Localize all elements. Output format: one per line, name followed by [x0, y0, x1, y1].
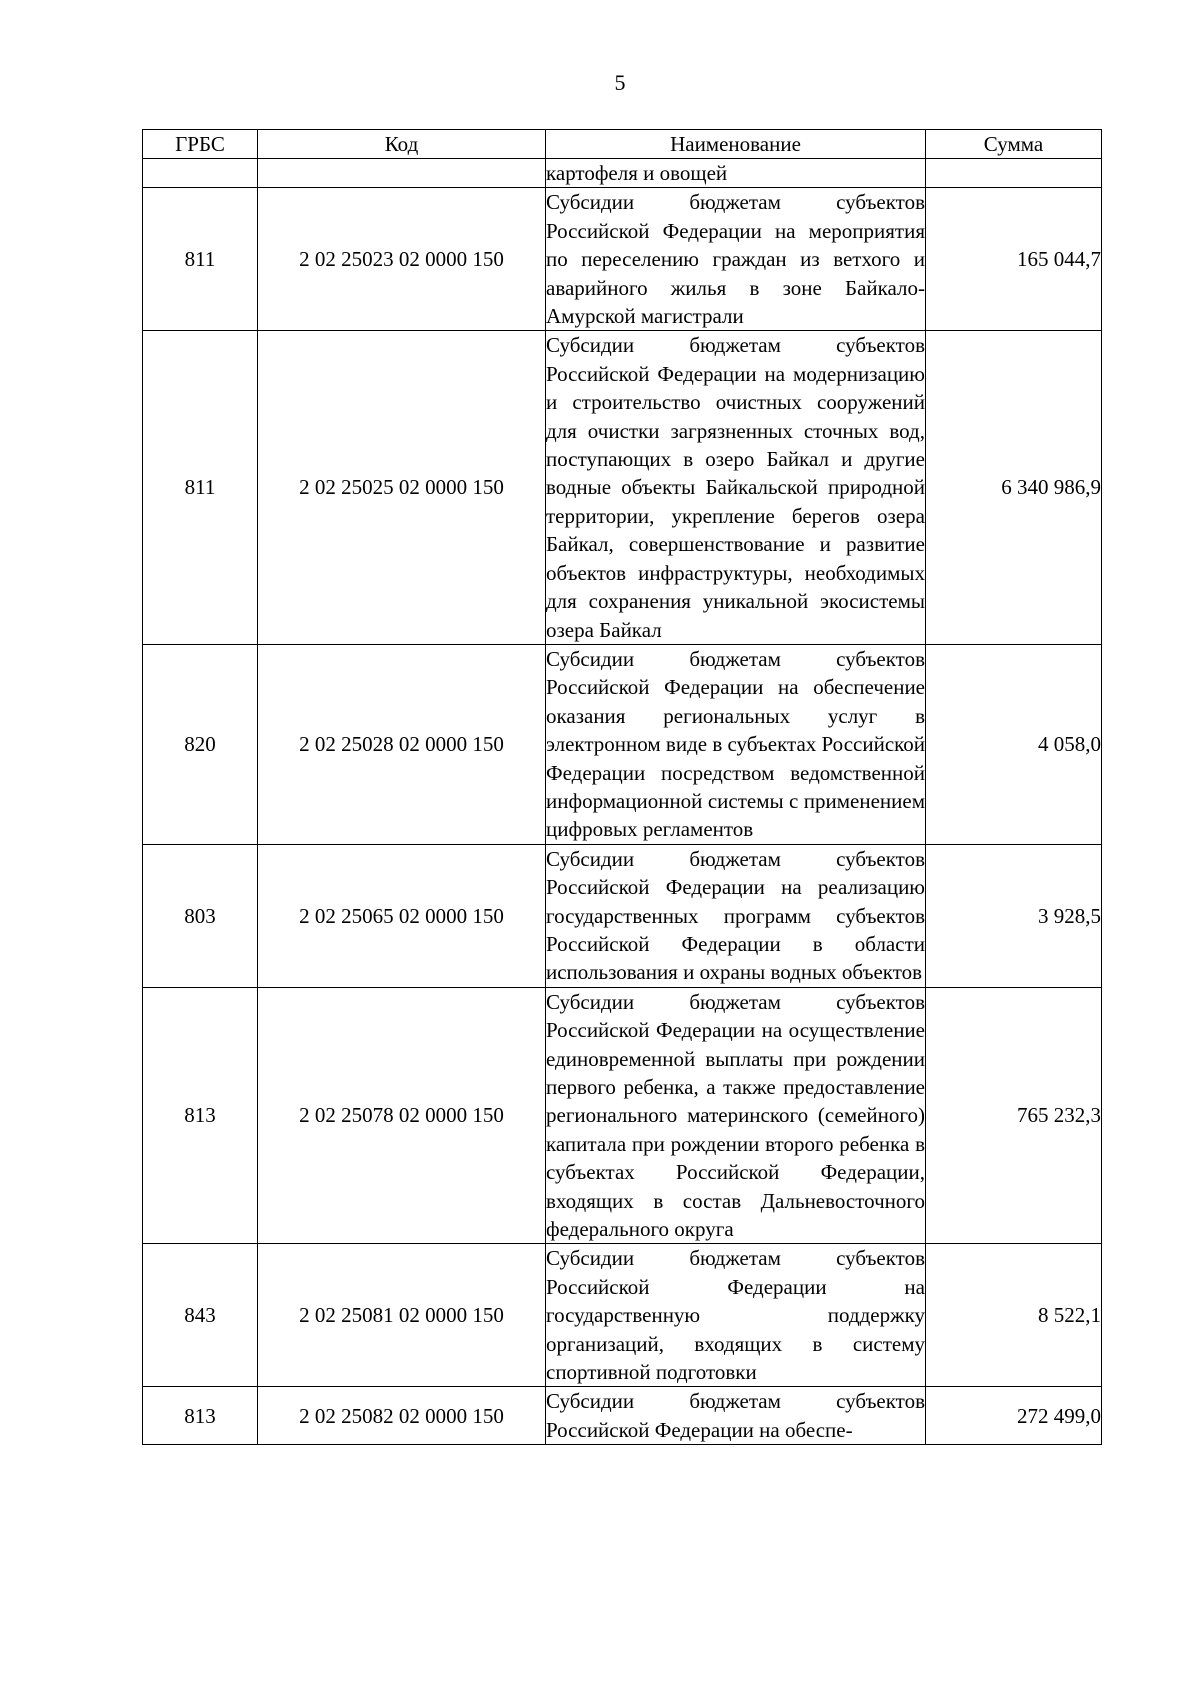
- code-cell: 2 02 25082 02 0000 150: [258, 1387, 546, 1445]
- grbs-cell: 811: [143, 188, 258, 331]
- table-row: [143, 644, 1102, 844]
- sum-cell: 4 058,0: [926, 644, 1102, 844]
- table-row: [143, 188, 1102, 331]
- name-cell: Субсидии бюджетам субъектов Российской Федерации на мероприятия по переселению граждан из ветхого и аварийного жилья в зоне Байкало-Амурской магистрали: [546, 188, 926, 331]
- code-cell: 2 02 25028 02 0000 150: [258, 644, 546, 844]
- table-header-row: [143, 130, 1102, 159]
- table-row: [143, 844, 1102, 987]
- header-name: Наименование: [546, 130, 926, 159]
- table-row: [143, 1244, 1102, 1387]
- page-number: 5: [614, 70, 626, 95]
- header-sum: Сумма: [926, 130, 1102, 159]
- grbs-cell: [143, 159, 258, 188]
- code-cell: 2 02 25065 02 0000 150: [258, 844, 546, 987]
- grbs-cell: 843: [143, 1244, 258, 1387]
- table-row: [143, 331, 1102, 644]
- grbs-cell: 811: [143, 331, 258, 644]
- grbs-cell: 820: [143, 644, 258, 844]
- sum-cell: [926, 159, 1102, 188]
- grbs-cell: 813: [143, 1387, 258, 1445]
- header-code: Код: [258, 130, 546, 159]
- name-cell: Субсидии бюджетам субъектов Российской Федерации на обеспечение оказания региональных услуг в электронном виде в субъектах Российской Федерации посредством ведомственной информационной системы с применением цифровых регламентов: [546, 644, 926, 844]
- name-cell: Субсидии бюджетам субъектов Российской Федерации на реализацию государственных программ субъектов Российской Федерации в области использования и охраны водных объектов: [546, 844, 926, 987]
- sum-cell: 8 522,1: [926, 1244, 1102, 1387]
- sum-cell: 3 928,5: [926, 844, 1102, 987]
- grbs-cell: 803: [143, 844, 258, 987]
- grbs-cell: 813: [143, 987, 258, 1244]
- budget-table: [142, 129, 1102, 1445]
- code-cell: 2 02 25078 02 0000 150: [258, 987, 546, 1244]
- table-row: [143, 987, 1102, 1244]
- name-cell: Субсидии бюджетам субъектов Российской Федерации на осуществление единовременной выплаты при рождении первого ребенка, а также предоставление регионального материнского (семейного) капитала при рождении второго ребенка в субъектах Российской Федерации, входящих в состав Дальневосточного федерального округа: [546, 987, 926, 1244]
- name-cell: Субсидии бюджетам субъектов Российской Федерации на государственную поддержку организаций, входящих в систему спортивной подготовки: [546, 1244, 926, 1387]
- table-row: [143, 159, 1102, 188]
- sum-cell: 165 044,7: [926, 188, 1102, 331]
- name-cell: Субсидии бюджетам субъектов Российской Федерации на модернизацию и строительство очистных сооружений для очистки загрязненных сточных вод, поступающих в озеро Байкал и другие водные объекты Байкальской природной территории, укрепление берегов озера Байкал, совершенствование и развитие объектов инфраструктуры, необходимых для сохранения уникальной экосистемы озера Байкал: [546, 331, 926, 644]
- code-cell: 2 02 25025 02 0000 150: [258, 331, 546, 644]
- table-row: [143, 1387, 1102, 1445]
- sum-cell: 6 340 986,9: [926, 331, 1102, 644]
- code-cell: [258, 159, 546, 188]
- header-grbs: ГРБС: [143, 130, 258, 159]
- name-cell: Субсидии бюджетам субъектов Российской Федерации на обеспе-: [546, 1387, 926, 1445]
- sum-cell: 765 232,3: [926, 987, 1102, 1244]
- sum-cell: 272 499,0: [926, 1387, 1102, 1445]
- code-cell: 2 02 25081 02 0000 150: [258, 1244, 546, 1387]
- name-cell: картофеля и овощей: [546, 159, 926, 188]
- code-cell: 2 02 25023 02 0000 150: [258, 188, 546, 331]
